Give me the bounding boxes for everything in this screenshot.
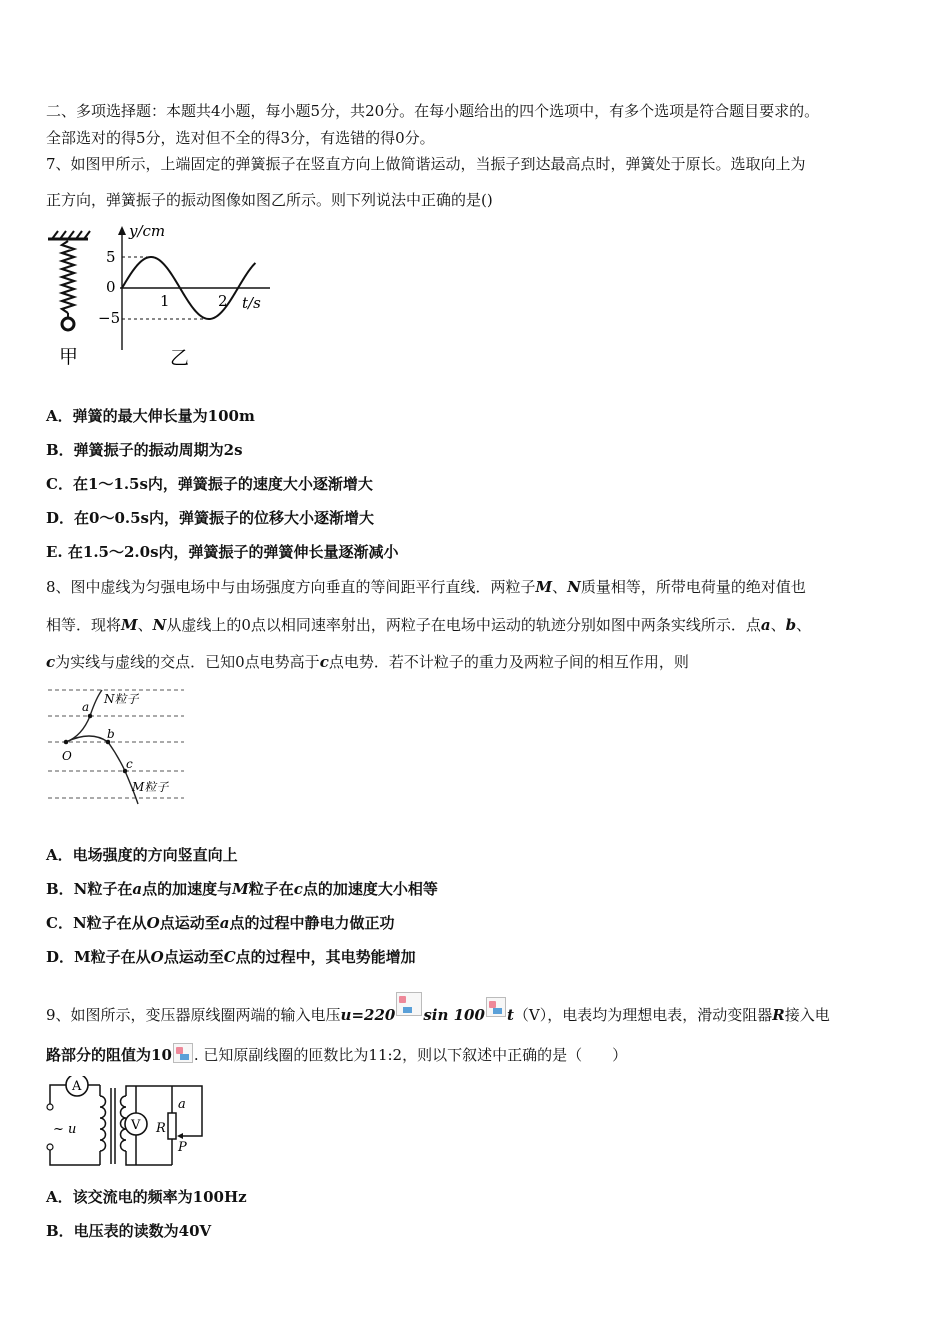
tick-2: 2 <box>218 292 228 310</box>
q8-stem-line2 <box>46 615 811 635</box>
t-axis-label: t/s <box>242 294 261 312</box>
point-a <box>88 714 93 719</box>
primary-coil <box>100 1096 106 1151</box>
terminal-a-label: a <box>178 1097 186 1112</box>
q8-text: 点的加速度与 <box>142 880 233 898</box>
broken-image-icon <box>486 997 506 1017</box>
q8-text: D．M粒子在从 <box>46 948 151 966</box>
slider-p-label: P <box>178 1140 187 1155</box>
q8-c: c <box>293 880 303 898</box>
q8-C: C <box>223 948 236 966</box>
q9-text: 9、如图所示，变压器原线圈两端的输入电压 <box>46 1006 341 1024</box>
q9-figure <box>44 1076 214 1170</box>
q9-text: 接入电 <box>784 1006 830 1024</box>
q7-option-a: A．弹簧的最大伸长量为100m <box>46 407 255 425</box>
q9-u-eq: u=220 <box>340 1006 396 1024</box>
q8-a: a <box>219 914 230 932</box>
q8-option-a: A．电场强度的方向竖直向上 <box>46 846 238 864</box>
tick-0: 0 <box>106 278 116 296</box>
y-axis-label: y/cm <box>129 222 166 240</box>
tick-5: 5 <box>106 248 116 266</box>
q8-option-d <box>46 947 416 967</box>
q9-figure-svg <box>44 1076 214 1170</box>
label-m-particle: M粒子 <box>132 780 169 794</box>
q8-text: 点的过程中静电力做正功 <box>229 914 395 932</box>
q8-text: 相等．现将 <box>46 616 122 634</box>
q7-option-c: C．在1～1.5s内，弹簧振子的速度大小逐渐增大 <box>46 475 373 493</box>
q9-sin: sin 100 <box>423 1006 485 1024</box>
q8-O: O <box>146 914 160 932</box>
q8-sep: 、 <box>770 616 786 634</box>
spring-oscillator <box>48 231 90 320</box>
q8-a: a <box>132 880 143 898</box>
q7-option-e: E. 在1.5～2.0s内，弹簧振子的弹簧伸长量逐渐减小 <box>46 543 399 561</box>
q8-option-b <box>46 879 438 899</box>
q8-M: M <box>232 880 249 898</box>
q8-a: a <box>760 616 771 634</box>
q9-text: （V），电表均为理想电表，滑动变阻器 <box>513 1006 773 1024</box>
q8-text: 点的过程中，其电势能增加 <box>235 948 416 966</box>
q8-text: 质量相等，所带电荷量的绝对值也 <box>580 578 806 596</box>
ammeter-label: A <box>72 1079 82 1094</box>
slider-p-arrow <box>177 1133 183 1139</box>
label-c: c <box>126 757 133 771</box>
q8-c: c <box>46 653 56 671</box>
source-terminal <box>47 1104 53 1110</box>
tick-1: 1 <box>160 292 170 310</box>
label-b: b <box>107 727 115 741</box>
tick-neg5: −5 <box>98 309 121 327</box>
oscillator-ball <box>62 318 74 330</box>
q8-stem-line3 <box>46 652 689 672</box>
label-jia: 甲 <box>59 346 79 368</box>
q8-sep: 、 <box>137 616 153 634</box>
label-n-particle: N粒子 <box>104 692 139 706</box>
q7-figure-svg <box>44 222 284 372</box>
q9-stem-line1 <box>46 992 830 1025</box>
q8-figure-svg <box>46 684 196 808</box>
q7-option-d: D．在0～0.5s内，弹簧振子的位移大小逐渐增大 <box>46 509 374 527</box>
q8-text: 粒子在 <box>248 880 294 898</box>
y-axis-arrow <box>118 226 126 235</box>
q7-figure <box>44 222 284 372</box>
broken-image-icon <box>396 992 422 1016</box>
q8-c: c <box>319 653 329 671</box>
q9-t: t <box>506 1006 514 1024</box>
q8-sep: 、 <box>552 578 568 596</box>
section-header-line1: 二、多项选择题：本题共4小题，每小题5分，共20分。在每小题给出的四个选项中，有多个选项是符合题目要求的。 <box>46 102 820 120</box>
q9-text: . 已知原副线圈的匝数比为11:2，则以下叙述中正确的是（ ） <box>193 1046 628 1064</box>
q8-O: O <box>150 948 164 966</box>
q8-figure <box>46 684 196 808</box>
q7-option-b: B．弹簧振子的振动周期为2s <box>46 441 243 459</box>
source-label: ~ u <box>53 1122 77 1137</box>
q9-option-a: A．该交流电的频率为100Hz <box>46 1188 247 1206</box>
q8-text: 从虚线上的0点以相同速率射出，两粒子在电场中运动的轨迹分别如图中两条实线所示．点 <box>166 616 761 634</box>
point-o <box>64 740 69 745</box>
q7-stem-line1: 7、如图甲所示，上端固定的弹簧振子在竖直方向上做简谐运动，当振子到达最高点时，弹簧处于原长。选取向上为 <box>46 155 806 173</box>
q8-M: M <box>535 578 553 596</box>
q9-option-b: B．电压表的读数为40V <box>46 1222 212 1240</box>
q8-option-c <box>46 913 395 933</box>
q8-text: 点的加速度大小相等 <box>302 880 438 898</box>
q8-text: 点运动至 <box>163 948 224 966</box>
q8-text: C．N粒子在从 <box>46 914 147 932</box>
q8-b: b <box>785 616 797 634</box>
q8-stem-line1 <box>46 577 806 597</box>
q9-stem-line2 <box>46 1043 627 1065</box>
q8-text: 8、图中虚线为匀强电场中与由场强度方向垂直的等间距平行直线．两粒子 <box>46 578 536 596</box>
q7-stem-line2: 正方向，弹簧振子的振动图像如图乙所示。则下列说法中正确的是() <box>46 191 493 209</box>
source-terminal <box>47 1144 53 1150</box>
q8-text: 点运动至 <box>159 914 220 932</box>
q9-text: 路部分的阻值为10 <box>46 1046 172 1064</box>
voltmeter-label: V <box>131 1118 141 1133</box>
broken-image-icon <box>173 1043 193 1063</box>
q8-text: 点电势．若不计粒子的重力及两粒子间的相互作用，则 <box>328 653 689 671</box>
label-o: O <box>62 749 72 763</box>
rheostat-label: R <box>156 1121 166 1136</box>
q8-text: B．N粒子在 <box>46 880 133 898</box>
label-yi: 乙 <box>170 347 190 369</box>
q8-N: N <box>152 616 167 634</box>
rheostat-r <box>168 1113 176 1139</box>
q8-N: N <box>567 578 581 596</box>
label-a: a <box>82 700 90 714</box>
q8-M: M <box>121 616 138 634</box>
q8-sep: 、 <box>796 616 812 634</box>
section-header-line2: 全部选对的得5分，选对但不全的得3分，有选错的得0分。 <box>46 129 435 147</box>
q8-text: 为实线与虚线的交点．已知0点电势高于 <box>55 653 320 671</box>
q9-R: R <box>772 1006 785 1024</box>
